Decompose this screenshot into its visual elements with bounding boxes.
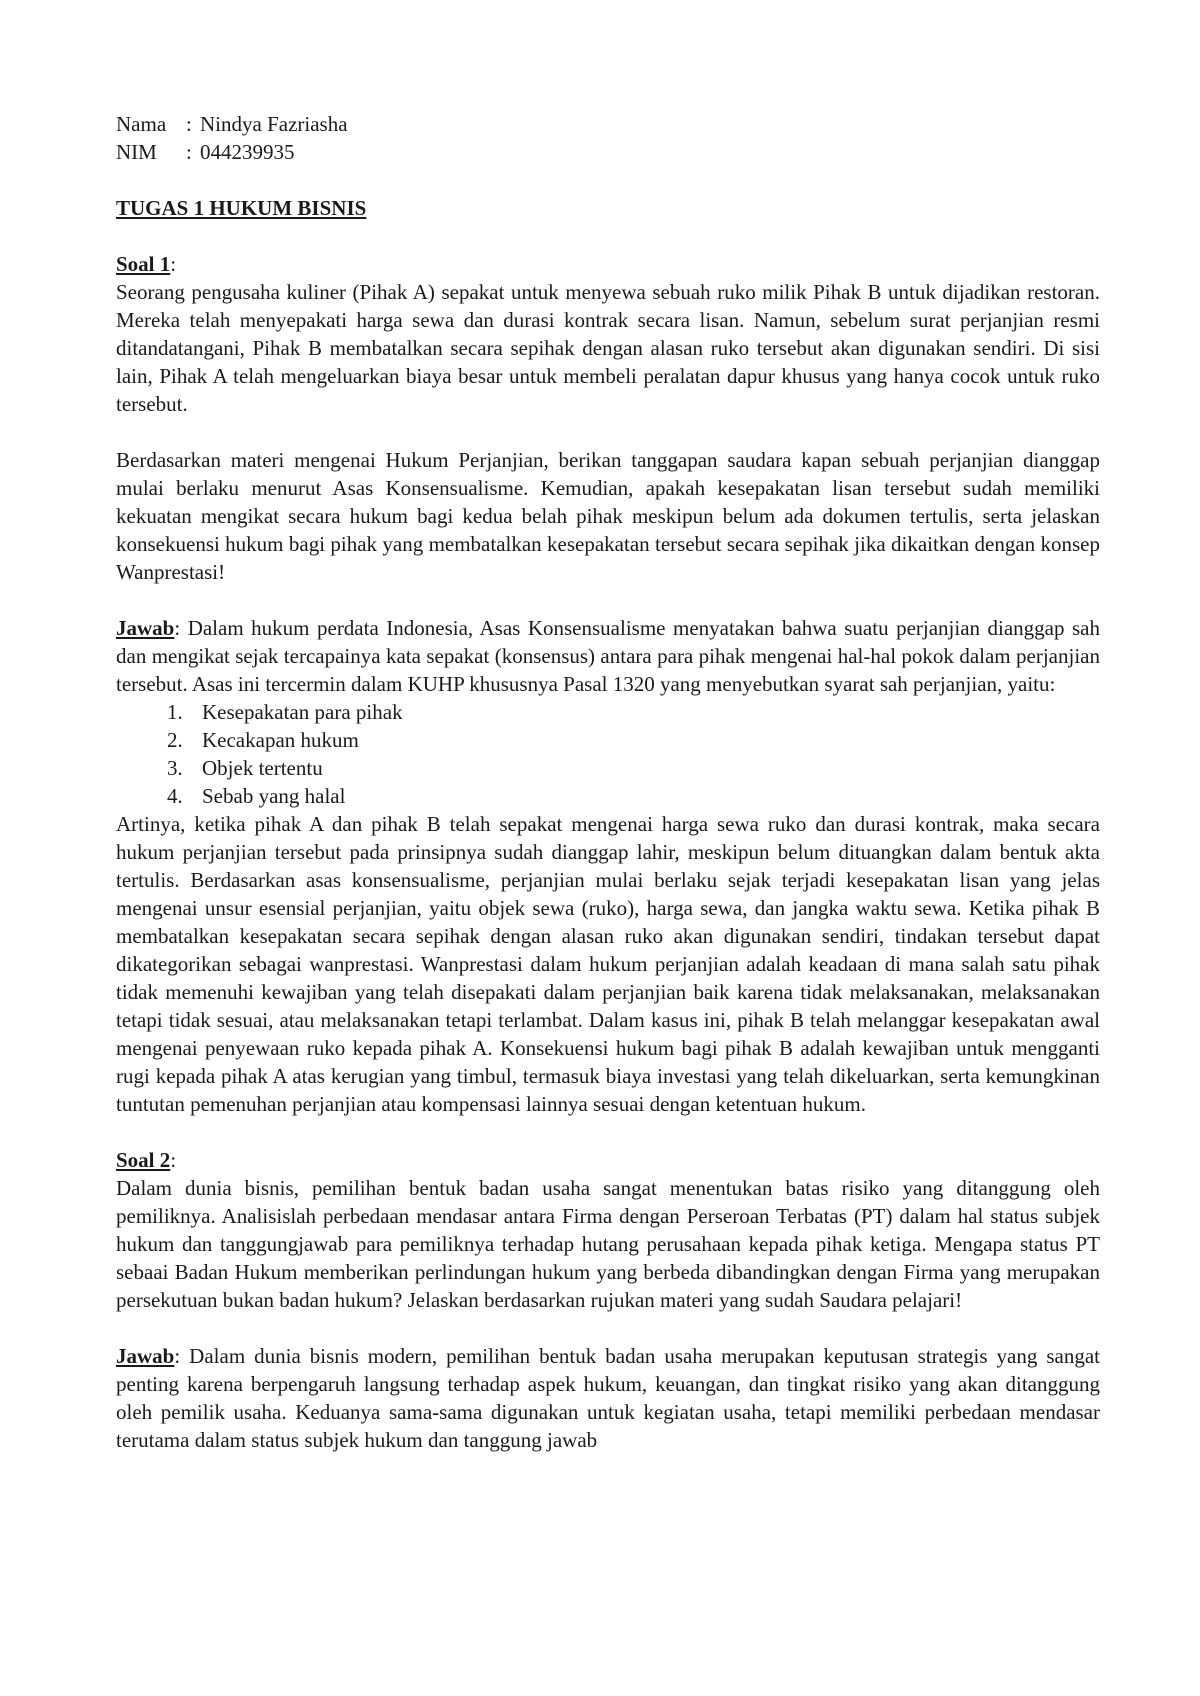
list-item: 1. Kesepakatan para pihak [188,698,1100,726]
document-title: TUGAS 1 HUKUM BISNIS [116,196,367,220]
soal2-question: Dalam dunia bisnis, pemilihan bentuk badan usaha sangat menentukan batas risiko yang ditanggung oleh pemiliknya. Analisislah perbedaan mendasar antara Firma dengan Perseroan Terbatas (PT) dalam hal status subjek hukum dan tanggungjawab para pemiliknya terhadap hutang perusahaan kepada pihak ketiga. Mengapa status PT sebaai Badan Hukum memberikan perlindungan hukum yang berbeda dibandingkan dengan Firma yang merupakan persekutuan bukan badan hukum? Jelaskan berdasarkan rujukan materi yang sudah Saudara pelajari! [116,1176,1100,1312]
spacer [116,586,1100,614]
soal2-heading [116,1146,1100,1174]
soal1-heading [116,250,1100,278]
list-item: 4. Sebab yang halal [188,782,1100,810]
spacer [116,1118,1100,1146]
soal2-colon: : [170,1148,177,1172]
soal2-label: Soal 2 [116,1148,171,1172]
soal2-answer-label: Jawab [116,1344,175,1368]
nim-separator: : [186,140,192,164]
soal2-answer-intro-text: : Dalam dunia bisnis modern, pemilihan bentuk badan usaha merupakan keputusan strategis yang sangat penting karena berpengaruh langsung terhadap aspek hukum, keuangan, dan tingkat risiko yang akan ditanggung oleh pemilik usaha. Keduanya sama-sama digunakan untuk kegiatan usaha, tetapi memiliki perbedaan mendasar terutama dalam status subjek hukum dan tanggung jawab [116,1344,1100,1452]
requirements-list [116,698,1100,810]
nim-value: 044239935 [200,140,295,164]
list-item: 3. Objek tertentu [188,754,1100,782]
document-page [116,110,1100,1454]
spacer [116,418,1100,446]
soal2-answer-intro [116,1342,1100,1454]
soal1-answer-body: Artinya, ketika pihak A dan pihak B telah sepakat mengenai harga sewa ruko dan durasi kontrak, maka secara hukum perjanjian tersebut pada prinsipnya sudah dianggap lahir, meskipun belum dituangkan dalam bentuk akta tertulis. Berdasarkan asas konsensualisme, perjanjian mulai berlaku sejak terjadi kesepakatan lisan yang jelas mengenai unsur esensial perjanjian, yaitu objek sewa (ruko), harga sewa, dan jangka waktu sewa. Ketika pihak B membatalkan kesepakatan secara sepihak dengan alasan ruko akan digunakan sendiri, tindakan tersebut dapat dikategorikan sebagai wanprestasi. Wanprestasi dalam hukum perjanjian adalah keadaan di mana salah satu pihak tidak memenuhi kewajiban yang telah disepakati dalam perjanjian baik karena tidak melaksanakan, melaksanakan tetapi tidak sesuai, atau melaksanakan tetapi terlambat. Dalam kasus ini, pihak B telah melanggar kesepakatan awal mengenai penyewaan ruko kepada pihak A. Konsekuensi hukum bagi pihak B adalah kewajiban untuk mengganti rugi kepada pihak A atas kerugian yang timbul, termasuk biaya investasi yang telah dikeluarkan, serta kemungkinan tuntutan pemenuhan perjanjian atau kompensasi lainnya sesuai dengan ketentuan hukum. [116,812,1100,1116]
spacer [116,222,1100,250]
soal1-answer-intro [116,614,1100,698]
soal1-answer-label: Jawab [116,616,175,640]
soal1-question-paragraph-1: Seorang pengusaha kuliner (Pihak A) sepakat untuk menyewa sebuah ruko milik Pihak B untuk dijadikan restoran. Mereka telah menyepakati harga sewa dan durasi kontrak secara lisan. Namun, sebelum surat perjanjian resmi ditandatangani, Pihak B membatalkan secara sepihak dengan alasan ruko tersebut akan digunakan sendiri. Di sisi lain, Pihak A telah mengeluarkan biaya besar untuk membeli peralatan dapur khusus yang hanya cocok untuk ruko tersebut. [116,280,1100,416]
name-label: Nama [116,112,167,136]
soal1-answer-intro-text: : Dalam hukum perdata Indonesia, Asas Konsensualisme menyatakan bahwa suatu perjanjian dianggap sah dan mengikat sejak tercapainya kata sepakat (konsensus) antara para pihak mengenai hal-hal pokok dalam perjanjian tersebut. Asas ini tercermin dalam KUHP khususnya Pasal 1320 yang menyebutkan syarat sah perjanjian, yaitu: [116,616,1100,696]
name-value: Nindya Fazriasha [200,112,348,136]
soal1-question-paragraph-2: Berdasarkan materi mengenai Hukum Perjanjian, berikan tanggapan saudara kapan sebuah perjanjian dianggap mulai berlaku menurut Asas Konsensualisme. Kemudian, apakah kesepakatan lisan tersebut sudah memiliki kekuatan mengikat secara hukum bagi kedua belah pihak meskipun belum ada dokumen tertulis, serta jelaskan konsekuensi hukum bagi pihak yang membatalkan kesepakatan tersebut secara sepihak jika dikaitkan dengan konsep Wanprestasi! [116,448,1100,584]
nim-label: NIM [116,140,157,164]
soal1-colon: : [170,252,177,276]
name-separator: : [186,112,192,136]
name-line [116,110,1100,138]
soal1-label: Soal 1 [116,252,171,276]
spacer [116,166,1100,194]
list-item: 2. Kecakapan hukum [188,726,1100,754]
nim-line [116,138,1100,166]
spacer [116,1314,1100,1342]
